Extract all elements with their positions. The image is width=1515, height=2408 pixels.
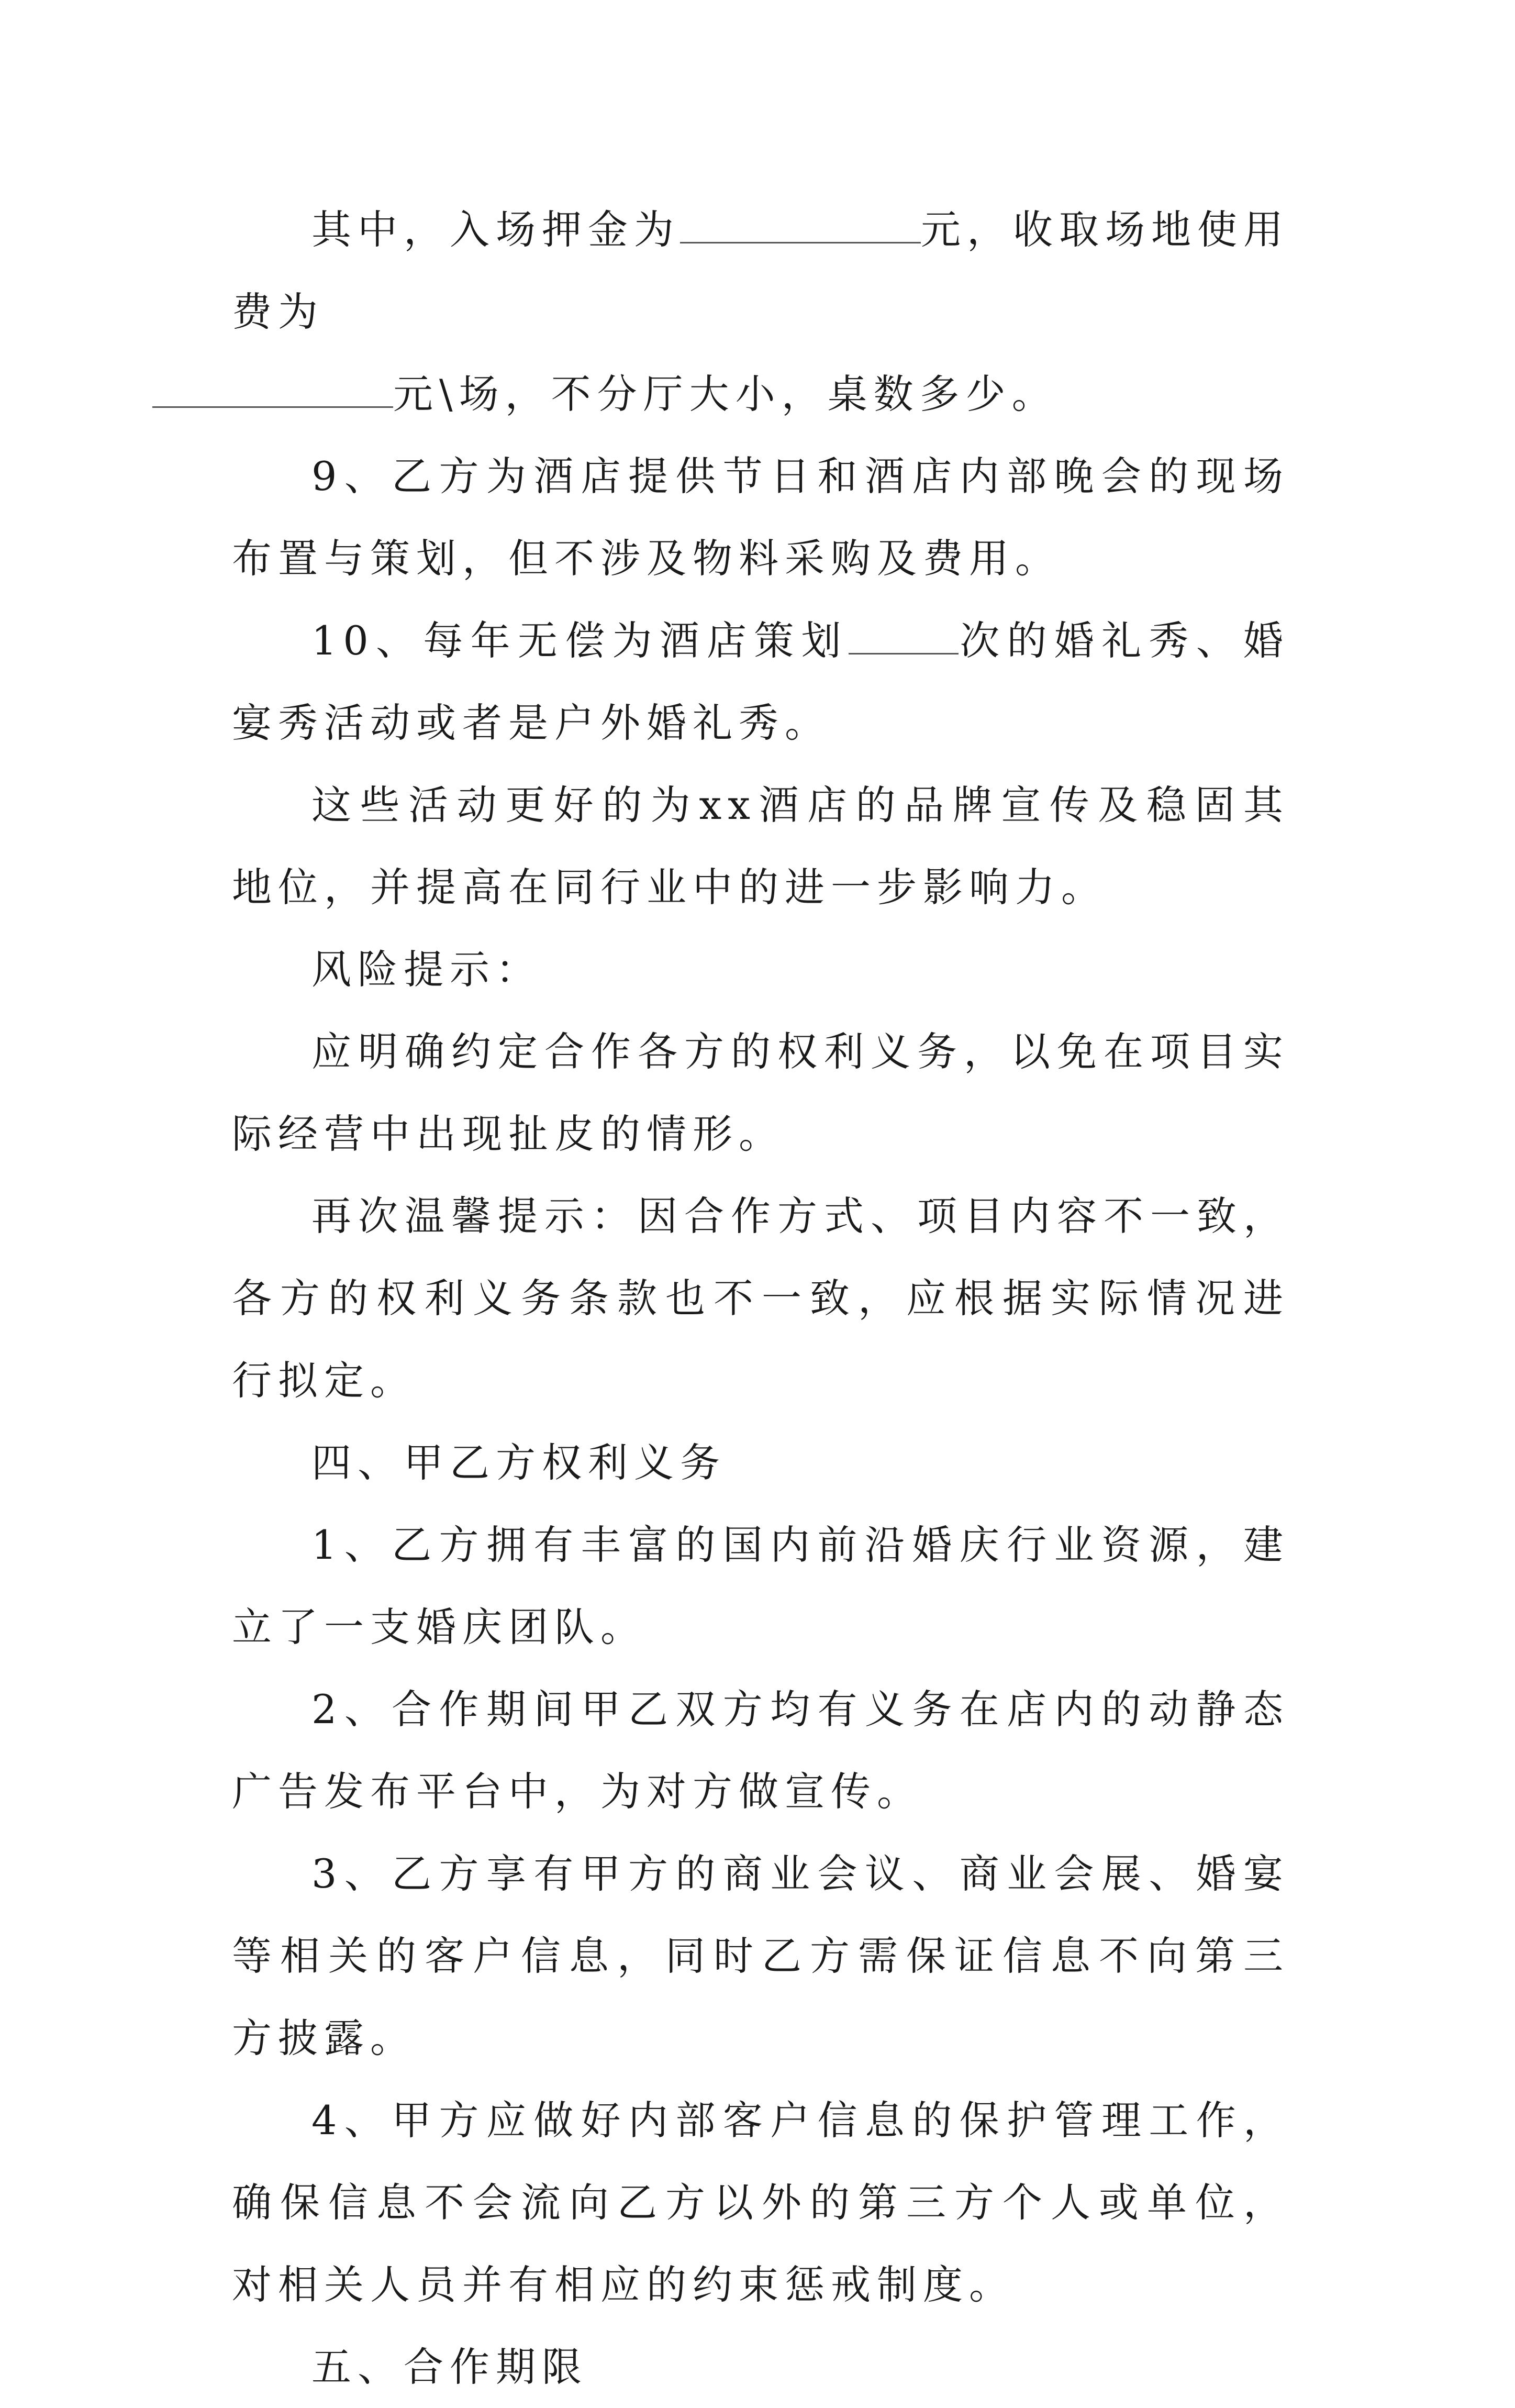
times-blank: [849, 620, 959, 654]
paragraph-brand-promotion: 这些活动更好的为xx酒店的品牌宣传及稳固其地位，并提高在同行业中的进一步影响力。: [232, 782, 1289, 911]
paragraph-risk-title: 风险提示：: [311, 946, 542, 993]
paragraph-rights-2: 2、合作期间甲乙双方均有义务在店内的动静态广告发布平台中，为对方做宣传。: [232, 1686, 1289, 1815]
section-heading-rights-obligations: 四、甲乙方权利义务: [311, 1439, 726, 1486]
paragraph-rights-1: 1、乙方拥有丰富的国内前沿婚庆行业资源，建立了一支婚庆团队。: [232, 1522, 1289, 1650]
venue-fee-unit-text: 元\场，不分厅大小，桌数多少。: [393, 371, 1058, 417]
item-10-label: 10、每年无偿为酒店策划: [311, 617, 849, 664]
paragraph-rights-3: 3、乙方享有甲方的商业会议、商业会展、婚宴等相关的客户信息，同时乙方需保证信息不向第三方披露。: [232, 1850, 1289, 2061]
deposit-label: 其中，入场押金为: [311, 206, 680, 253]
item-10-rest: 次的婚礼秀、婚宴秀活动或者是户外婚礼秀。: [232, 617, 1289, 746]
document-body: [232, 188, 1289, 2408]
paragraph-rights-4: 4、甲方应做好内部客户信息的保护管理工作，确保信息不会流向乙方以外的第三方个人或单位，对相关人员并有相应的约束惩戒制度。: [232, 2097, 1289, 2308]
paragraph-risk-content: 应明确约定合作各方的权利义务，以免在项目实际经营中出现扯皮的情形。: [232, 1028, 1289, 1157]
paragraph-deposit-fee: [232, 188, 1289, 435]
venue-fee-blank: [152, 374, 393, 408]
deposit-blank: [680, 209, 921, 243]
paragraph-item-10: [232, 600, 1289, 764]
section-heading-cooperation-term: 五、合作期限: [311, 2344, 588, 2390]
venue-fee-label: 元，收取场地使用费为: [232, 206, 1289, 335]
paragraph-item-9: 9、乙方为酒店提供节日和酒店内部晚会的现场布置与策划，但不涉及物料采购及费用。: [232, 453, 1289, 582]
paragraph-reminder: 再次温馨提示：因合作方式、项目内容不一致，各方的权利义务条款也不一致，应根据实际情况进行拟定。: [232, 1193, 1289, 1404]
